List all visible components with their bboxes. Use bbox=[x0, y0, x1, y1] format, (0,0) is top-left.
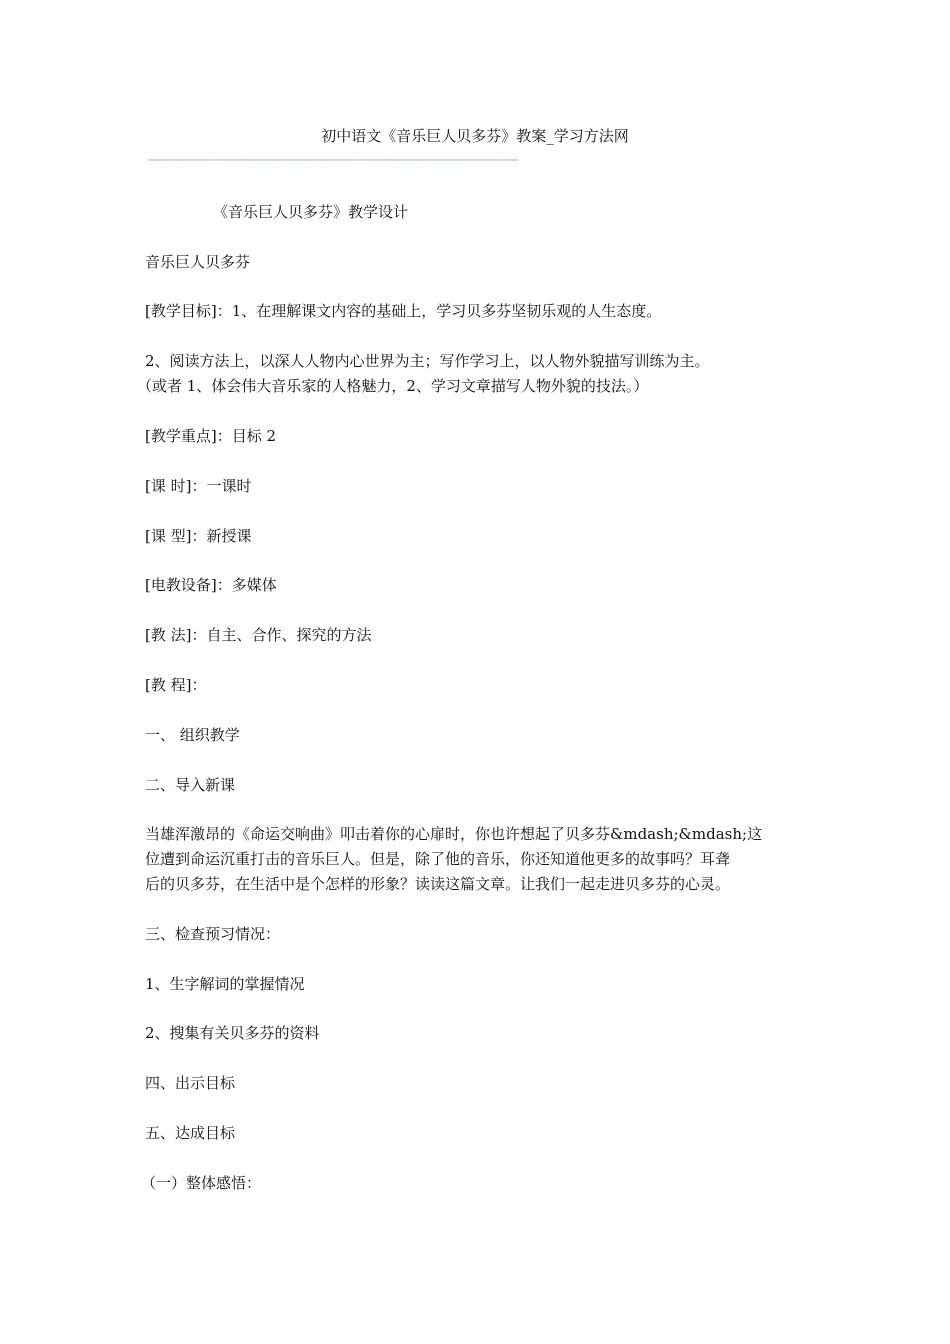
teaching-goal-2-line-2: （或者 1、体会伟大音乐家的人格魅力，2、学习文章描写人物外貌的技法。） bbox=[137, 377, 649, 395]
lesson-title: 音乐巨人贝多芬 bbox=[145, 253, 251, 271]
intro-paragraph-line-3: 后的贝多芬，在生活中是个怎样的形象？读读这篇文章。让我们一起走进贝多芬的心灵。 bbox=[145, 875, 731, 893]
step-show-goals: 四、出示目标 bbox=[145, 1074, 236, 1092]
teaching-method: [教 法]：自主、合作、探究的方法 bbox=[145, 626, 372, 644]
design-title: 《音乐巨人贝多芬》教学设计 bbox=[213, 203, 409, 221]
sub-step-overall: （一）整体感悟： bbox=[141, 1174, 262, 1192]
class-type: [课 型]：新授课 bbox=[145, 527, 252, 545]
step-organize: 一、 组织教学 bbox=[145, 726, 240, 744]
teaching-goal-1: [教学目标]：1、在理解课文内容的基础上，学习贝多芬坚韧乐观的人生态度。 bbox=[145, 302, 662, 320]
intro-paragraph-line-2: 位遭到命运沉重打击的音乐巨人。但是，除了他的音乐，你还知道他更多的故事吗？耳聋 bbox=[145, 850, 731, 868]
key-point: [教学重点]：目标 2 bbox=[145, 427, 277, 445]
header-dashed-rule: ————————————————————————————————————————— bbox=[148, 150, 519, 168]
check-item-2: 2、搜集有关贝多芬的资料 bbox=[145, 1024, 320, 1042]
step-check-preview: 三、检查预习情况： bbox=[145, 925, 281, 943]
teaching-goal-2-line-1: 2、阅读方法上，以深人人物内心世界为主；写作学习上，以人物外貌描写训练为主。 bbox=[145, 352, 710, 370]
class-hours: [课 时]：一课时 bbox=[145, 477, 252, 495]
equipment: [电教设备]：多媒体 bbox=[145, 576, 277, 594]
document-header-title: 初中语文《音乐巨人贝多芬》教案_学习方法网 bbox=[321, 127, 629, 145]
step-introduce: 二、导入新课 bbox=[145, 776, 236, 794]
check-item-1: 1、生字解词的掌握情况 bbox=[145, 975, 305, 993]
teaching-process: [教 程]： bbox=[145, 676, 207, 694]
intro-paragraph-line-1: 当雄浑激昂的《命运交响曲》叩击着你的心扉时，你也许想起了贝多芬&mdash;&mdash;这 bbox=[145, 825, 763, 843]
step-achieve-goals: 五、达成目标 bbox=[145, 1124, 236, 1142]
